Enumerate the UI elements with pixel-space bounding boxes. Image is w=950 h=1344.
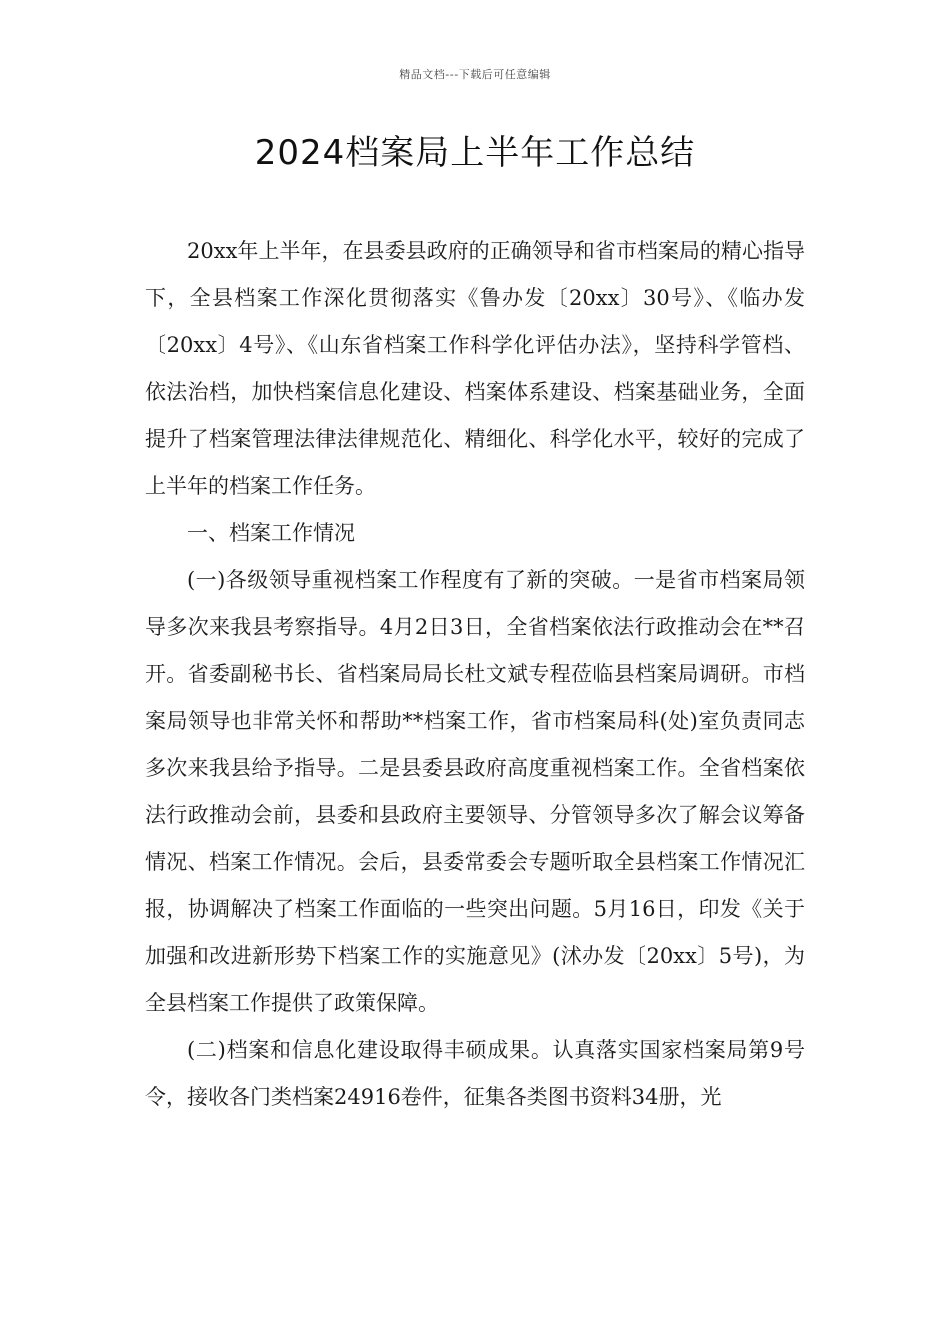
paragraph-section-1: (一)各级领导重视档案工作程度有了新的突破。一是省市档案局领导多次来我县考察指导。4月2日3日，全省档案依法行政推动会在**召开。省委副秘书长、省档案局局长杜文斌专程莅临县档案局调研。市档案局领导也非常关怀和帮助**档案工作，省市档案局科(处)室负责同志多次来我县给予指导。二是县委县政府高度重视档案工作。全省档案依法行政推动会前，县委和县政府主要领导、分管领导多次了解会议筹备情况、档案工作情况。会后，县委常委会专题听取全县档案工作情况汇报，协调解决了档案工作面临的一些突出问题。5月16日，印发《关于加强和改进新形势下档案工作的实施意见》(沭办发〔20xx〕5号)，为全县档案工作提供了政策保障。 xyxy=(145,568,805,1015)
page-header: 精品文档---下载后可任意编辑 xyxy=(399,68,551,81)
section-heading: 一、档案工作情况 xyxy=(187,521,355,545)
paragraph-section-2: (二)档案和信息化建设取得丰硕成果。认真落实国家档案局第9号令，接收各门类档案24916卷件，征集各类图书资料34册，光 xyxy=(145,1038,805,1109)
document-title: 2024档案局上半年工作总结 xyxy=(254,133,696,173)
paragraph-intro: 20xx年上半年，在县委县政府的正确领导和省市档案局的精心指导下，全县档案工作深化贯彻落实《鲁办发〔20xx〕30号》、《临办发〔20xx〕4号》、《山东省档案工作科学化评估办法》，坚持科学管档、依法治档，加快档案信息化建设、档案体系建设、档案基础业务，全面提升了档案管理法律法律规范化、精细化、科学化水平，较好的完成了上半年的档案工作任务。 xyxy=(145,239,805,498)
document-body xyxy=(145,228,805,1121)
